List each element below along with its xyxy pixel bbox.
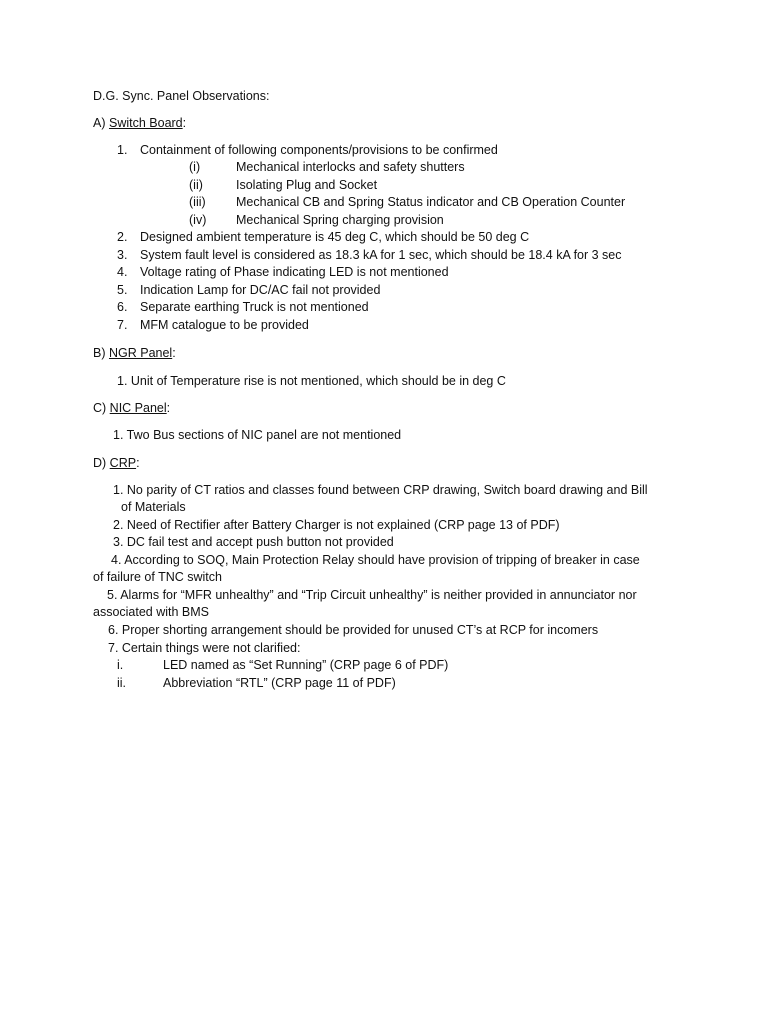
section-c-suffix: : bbox=[166, 401, 171, 415]
switchboard-item-2-num: 2. bbox=[117, 230, 128, 244]
crp-subitem-2-num: ii. bbox=[117, 676, 127, 690]
switchboard-subitem-3-num: (iii) bbox=[189, 195, 206, 209]
crp-item-4-line-2: of failure of TNC switch bbox=[93, 570, 222, 584]
switchboard-item-6-text: Separate earthing Truck is not mentioned bbox=[140, 300, 369, 314]
section-b-prefix: B) bbox=[93, 346, 109, 360]
crp-item-4-line-1: 4. According to SOQ, Main Protection Relay should have provision of tripping of breaker in case bbox=[111, 553, 640, 567]
switchboard-subitem-2-text: Isolating Plug and Socket bbox=[236, 178, 378, 192]
crp-item-5-line-1: 5. Alarms for “MFR unhealthy” and “Trip Circuit unhealthy” is neither provided in annunciator nor bbox=[107, 588, 637, 602]
section-b-heading bbox=[93, 345, 176, 361]
ngr-item-1: 1. Unit of Temperature rise is not mentioned, which should be in deg C bbox=[117, 374, 506, 388]
switchboard-subitem-4-text: Mechanical Spring charging provision bbox=[236, 213, 444, 227]
section-c-name: NIC Panel bbox=[109, 401, 167, 415]
switchboard-subitem-2-num: (ii) bbox=[189, 178, 203, 192]
section-a-name: Switch Board bbox=[108, 116, 183, 130]
section-d-prefix: D) bbox=[93, 456, 110, 470]
switchboard-item-1-num: 1. bbox=[117, 143, 128, 157]
switchboard-item-7-text: MFM catalogue to be provided bbox=[140, 318, 309, 332]
switchboard-subitem-1-num: (i) bbox=[189, 160, 201, 174]
switchboard-item-4-num: 4. bbox=[117, 265, 128, 279]
switchboard-subitem-3-text: Mechanical CB and Spring Status indicator and CB Operation Counter bbox=[236, 195, 626, 209]
crp-item-2: 2. Need of Rectifier after Battery Charger is not explained (CRP page 13 of PDF) bbox=[113, 518, 560, 532]
crp-subitem-1-text: LED named as “Set Running” (CRP page 6 of PDF) bbox=[163, 658, 449, 672]
switchboard-item-5-text: Indication Lamp for DC/AC fail not provided bbox=[140, 283, 381, 297]
section-b-name: NGR Panel bbox=[108, 346, 173, 360]
crp-item-7: 7. Certain things were not clarified: bbox=[108, 641, 301, 655]
switchboard-subitem-1-text: Mechanical interlocks and safety shutters bbox=[236, 160, 465, 174]
switchboard-item-5-num: 5. bbox=[117, 283, 128, 297]
switchboard-item-2-text: Designed ambient temperature is 45 deg C, which should be 50 deg C bbox=[140, 230, 530, 244]
nic-item-1: 1. Two Bus sections of NIC panel are not mentioned bbox=[113, 428, 402, 442]
section-c-prefix: C) bbox=[93, 401, 110, 415]
crp-item-1-line-1: 1. No parity of CT ratios and classes found between CRP drawing, Switch board drawing and Bill bbox=[113, 483, 648, 497]
switchboard-item-4-text: Voltage rating of Phase indicating LED is not mentioned bbox=[140, 265, 449, 279]
section-b-suffix: : bbox=[172, 346, 176, 360]
section-c-heading bbox=[93, 400, 170, 416]
switchboard-item-7-num: 7. bbox=[117, 318, 128, 332]
section-a-suffix: : bbox=[182, 116, 187, 130]
section-d-name: CRP bbox=[109, 456, 137, 470]
switchboard-item-3-text: System fault level is considered as 18.3 kA for 1 sec, which should be 18.4 kA for 3 sec bbox=[140, 248, 622, 262]
document-title: D.G. Sync. Panel Observations: bbox=[93, 89, 270, 103]
section-a-prefix: A) bbox=[93, 116, 109, 130]
section-a-heading bbox=[93, 115, 186, 131]
crp-item-1-line-2: of Materials bbox=[121, 500, 186, 514]
switchboard-item-1-text: Containment of following components/provisions to be confirmed bbox=[140, 143, 498, 157]
switchboard-item-3-num: 3. bbox=[117, 248, 128, 262]
switchboard-subitem-4-num: (iv) bbox=[189, 213, 207, 227]
section-d-suffix: : bbox=[136, 456, 140, 470]
crp-item-6: 6. Proper shorting arrangement should be provided for unused CT’s at RCP for incomers bbox=[108, 623, 599, 637]
crp-subitem-2-text: Abbreviation “RTL” (CRP page 11 of PDF) bbox=[163, 676, 396, 690]
switchboard-item-6-num: 6. bbox=[117, 300, 128, 314]
section-d-heading bbox=[93, 455, 140, 471]
crp-item-5-line-2: associated with BMS bbox=[93, 605, 210, 619]
crp-item-3: 3. DC fail test and accept push button not provided bbox=[113, 535, 394, 549]
crp-subitem-1-num: i. bbox=[117, 658, 124, 672]
